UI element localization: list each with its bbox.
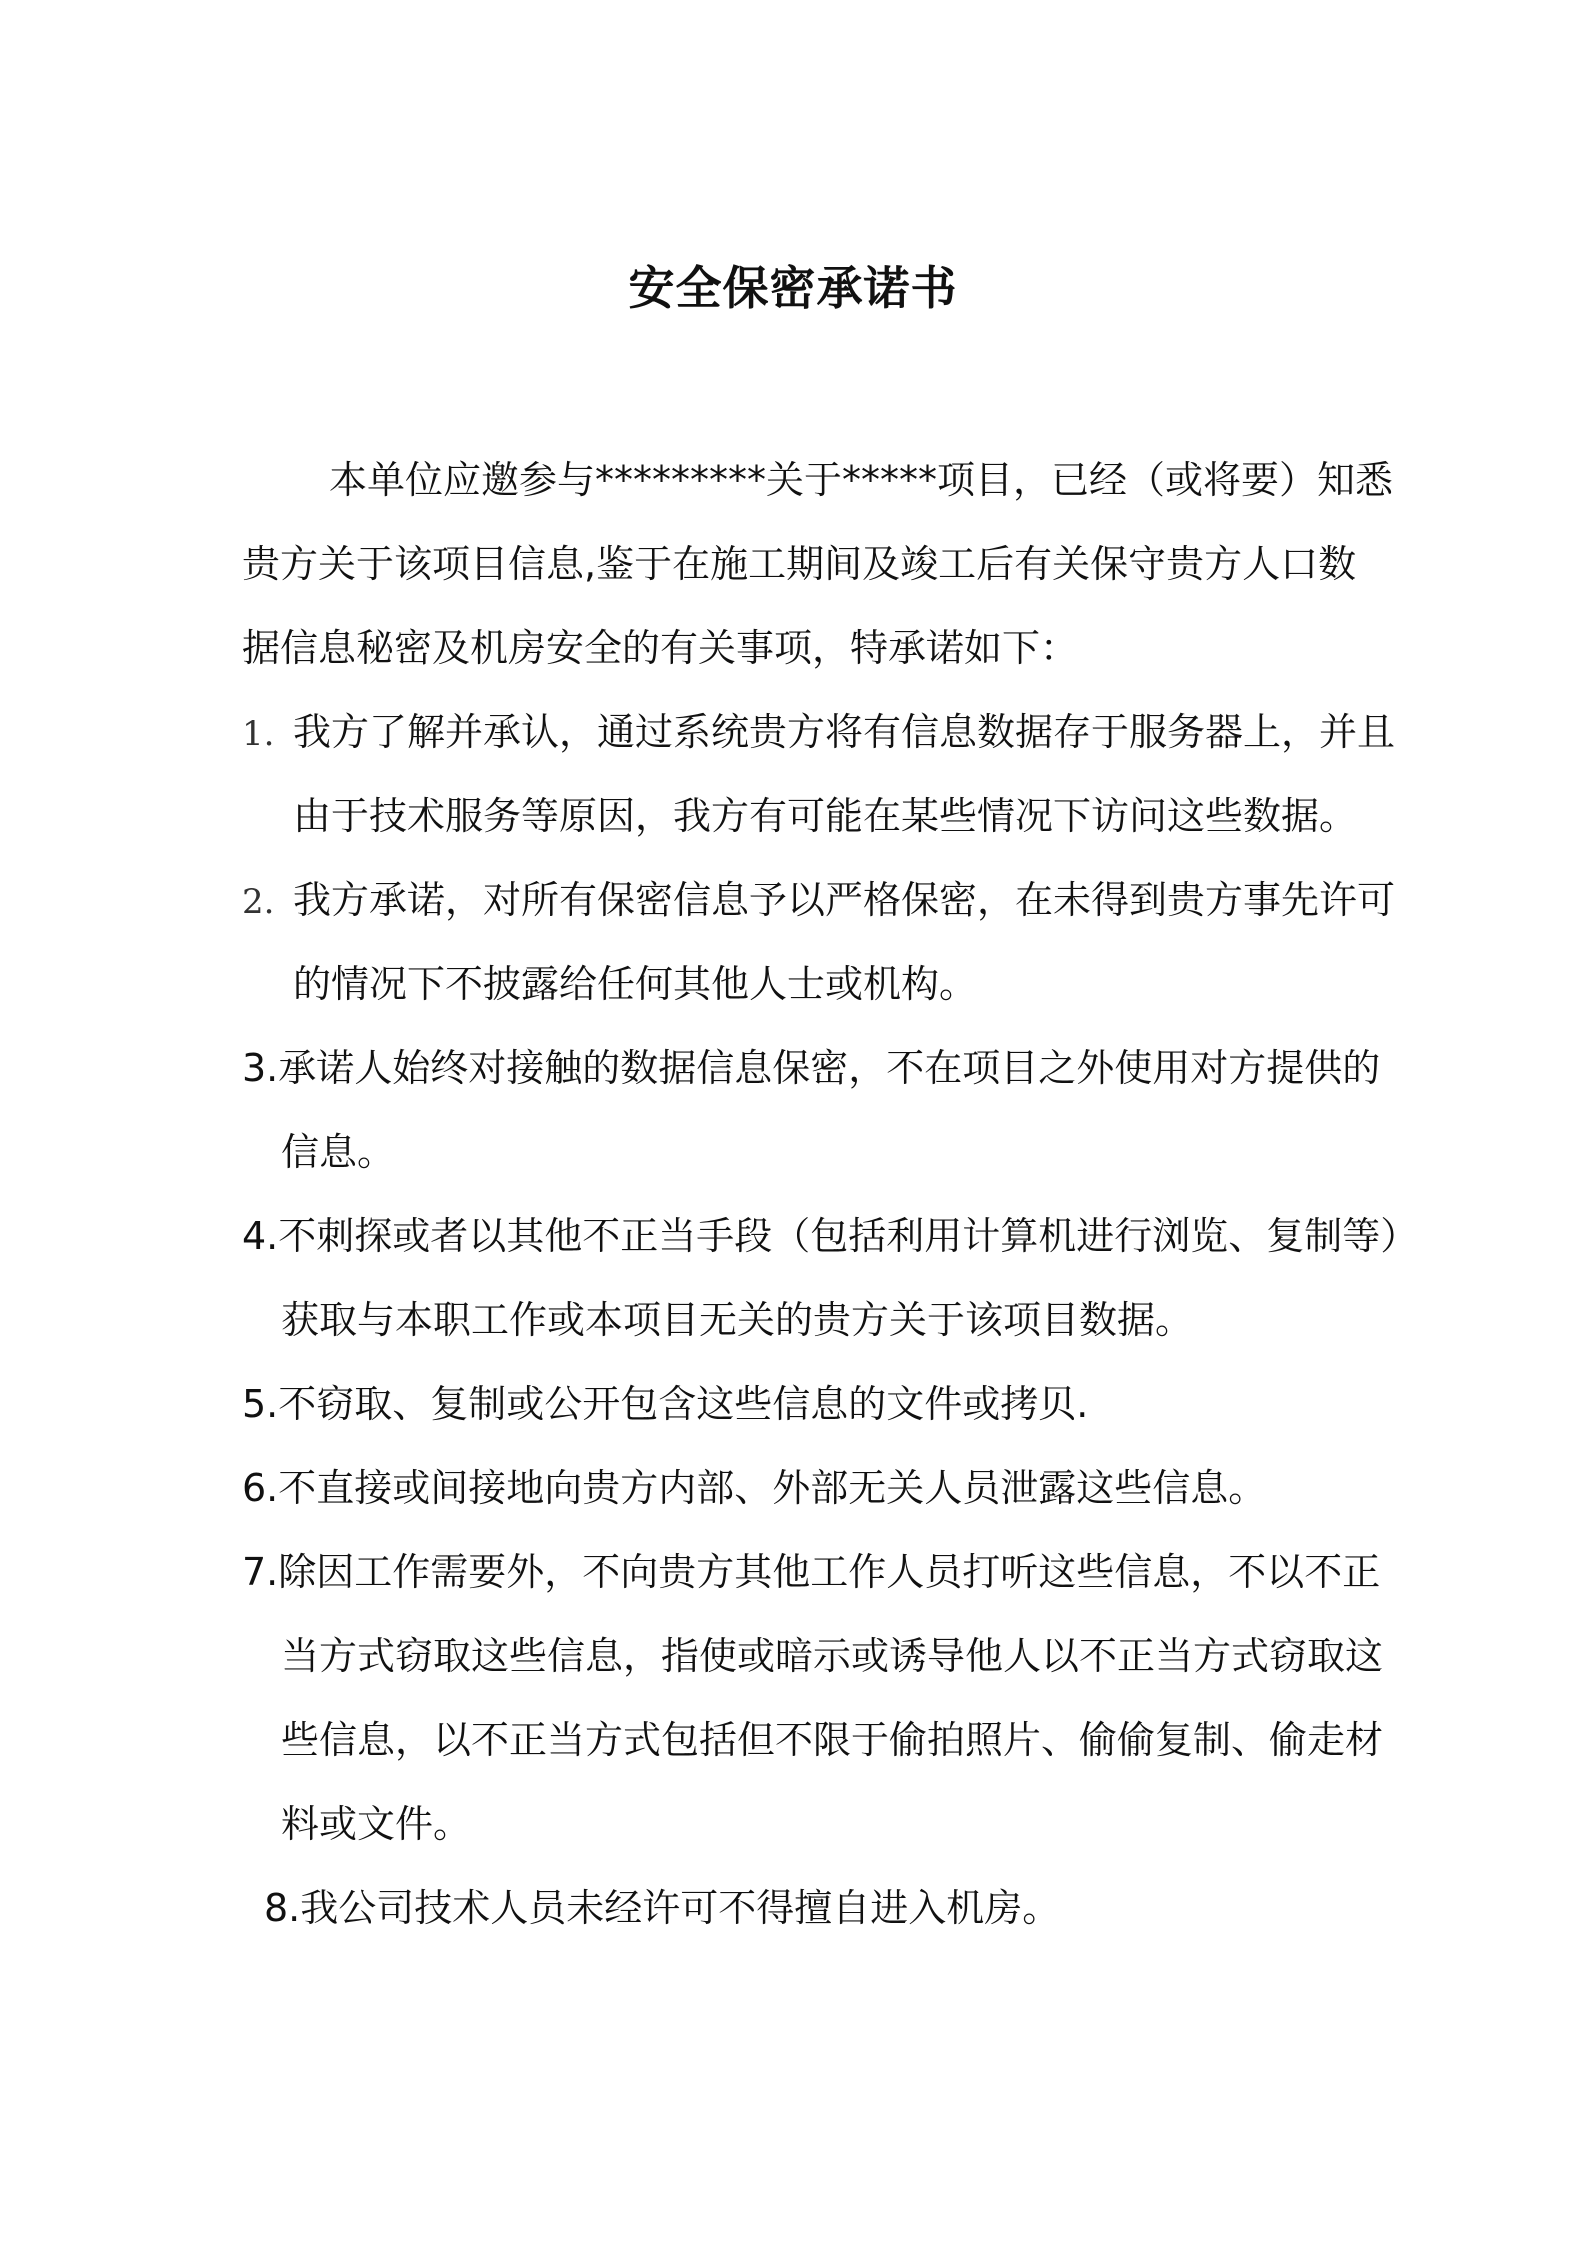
item-number: 8. bbox=[264, 1886, 301, 1930]
item-first-line bbox=[0, 1446, 1586, 1530]
intro-line: 本单位应邀参与*********关于*****项目，已经（或将要）知悉 bbox=[329, 458, 1394, 502]
item-text: 除因工作需要外，不向贵方其他工作人员打听这些信息，不以不正 bbox=[278, 1550, 1381, 1594]
item-first-line bbox=[0, 1866, 1586, 1950]
document-body bbox=[0, 438, 1586, 1950]
item-number: 7. bbox=[242, 1550, 279, 1594]
item-text: 不刺探或者以其他不正当手段（包括利用计算机进行浏览、复制等） bbox=[278, 1214, 1419, 1258]
commitment-item-2 bbox=[0, 858, 1586, 1026]
item-text: 不窃取、复制或公开包含这些信息的文件或拷贝. bbox=[278, 1382, 1089, 1426]
item-text: 我公司技术人员未经许可不得擅自进入机房。 bbox=[300, 1886, 1061, 1930]
item-first-line bbox=[0, 1194, 1586, 1278]
intro-paragraph bbox=[0, 438, 1586, 690]
item-line: 获取与本职工作或本项目无关的贵方关于该项目数据。 bbox=[281, 1298, 1194, 1342]
item-text: 不直接或间接地向贵方内部、外部无关人员泄露这些信息。 bbox=[278, 1466, 1267, 1510]
commitment-item-1 bbox=[0, 690, 1586, 858]
commitment-item-8 bbox=[0, 1866, 1586, 1950]
commitment-item-3 bbox=[0, 1026, 1586, 1194]
item-line: 些信息，以不正当方式包括但不限于偷拍照片、偷偷复制、偷走材 bbox=[281, 1718, 1384, 1762]
commitment-item-7 bbox=[0, 1530, 1586, 1866]
item-number: 5. bbox=[242, 1382, 279, 1426]
intro-line: 据信息秘密及机房安全的有关事项，特承诺如下： bbox=[242, 626, 1079, 670]
item-number: 1. bbox=[242, 714, 275, 754]
commitment-item-5 bbox=[0, 1362, 1586, 1446]
item-first-line bbox=[0, 690, 1586, 774]
commitment-item-4 bbox=[0, 1194, 1586, 1362]
item-number: 2. bbox=[242, 882, 275, 922]
item-first-line bbox=[0, 1026, 1586, 1110]
item-line: 料或文件。 bbox=[281, 1802, 472, 1846]
item-first-line bbox=[0, 1530, 1586, 1614]
commitment-item-6 bbox=[0, 1446, 1586, 1530]
item-number: 6. bbox=[242, 1466, 279, 1510]
item-line: 信息。 bbox=[281, 1130, 396, 1174]
item-text: 我方承诺，对所有保密信息予以严格保密，在未得到贵方事先许可 bbox=[293, 878, 1396, 922]
intro-line: 贵方关于该项目信息,鉴于在施工期间及竣工后有关保守贵方人口数 bbox=[242, 542, 1357, 586]
item-line: 的情况下不披露给任何其他人士或机构。 bbox=[293, 962, 978, 1006]
item-line: 当方式窃取这些信息，指使或暗示或诱导他人以不正当方式窃取这 bbox=[281, 1634, 1384, 1678]
item-first-line bbox=[0, 1362, 1586, 1446]
document-title: 安全保密承诺书 bbox=[628, 261, 958, 315]
item-text: 我方了解并承认，通过系统贵方将有信息数据存于服务器上，并且 bbox=[293, 710, 1396, 754]
item-first-line bbox=[0, 858, 1586, 942]
item-line: 由于技术服务等原因，我方有可能在某些情况下访问这些数据。 bbox=[293, 794, 1358, 838]
item-number: 3. bbox=[242, 1046, 279, 1090]
item-number: 4. bbox=[242, 1214, 279, 1258]
item-text: 承诺人始终对接触的数据信息保密，不在项目之外使用对方提供的 bbox=[278, 1046, 1381, 1090]
